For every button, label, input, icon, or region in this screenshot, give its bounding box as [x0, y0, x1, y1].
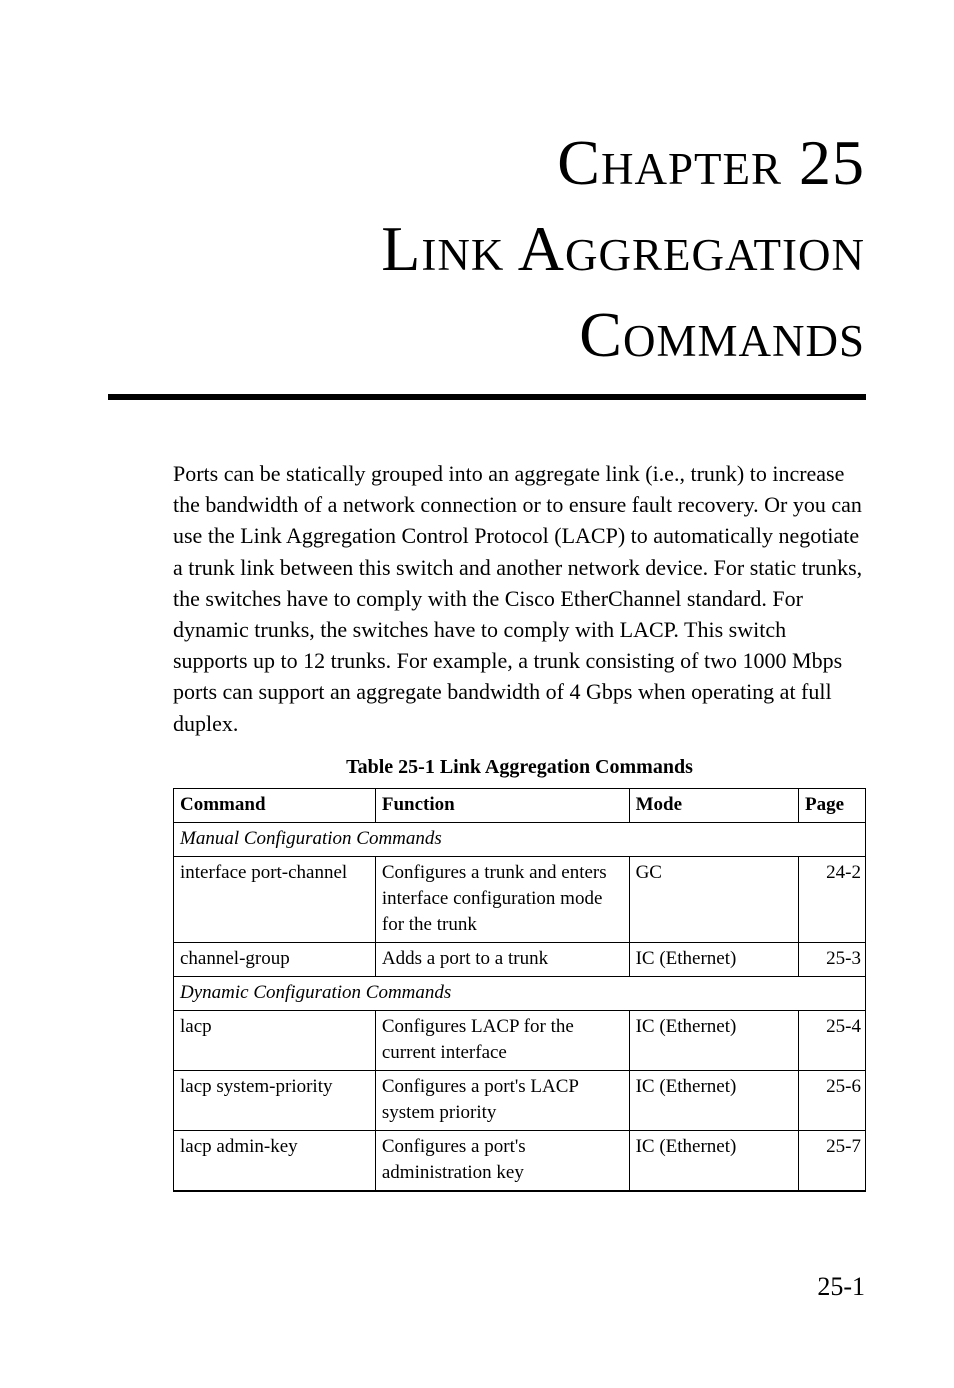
heading-rule	[108, 394, 866, 400]
cell-page: 25-4	[799, 1011, 866, 1071]
commands-table	[173, 788, 866, 1192]
cell-function: Adds a port to a trunk	[375, 943, 629, 977]
page-number: 25-1	[817, 1272, 865, 1301]
cell-command: channel-group	[174, 943, 376, 977]
cell-mode: IC (Ethernet)	[629, 943, 798, 977]
table-row	[174, 943, 866, 977]
table-caption: Table 25-1 Link Aggregation Commands	[346, 756, 693, 778]
cell-mode: IC (Ethernet)	[629, 1071, 798, 1131]
cell-function: Configures a port's LACP system priority	[375, 1071, 629, 1131]
cell-command: lacp	[174, 1011, 376, 1071]
cell-command: lacp admin-key	[174, 1131, 376, 1192]
cell-command: interface port-channel	[174, 857, 376, 943]
cell-command: lacp system-priority	[174, 1071, 376, 1131]
cell-function: Configures a trunk and enters interface configuration mode for the trunk	[375, 857, 629, 943]
section-row-manual	[174, 823, 866, 857]
header-mode: Mode	[629, 789, 798, 823]
cell-page: 25-3	[799, 943, 866, 977]
section-title: Dynamic Configuration Commands	[174, 977, 866, 1011]
chapter-heading	[381, 120, 865, 378]
table-header-row	[174, 789, 866, 823]
table-row	[174, 1071, 866, 1131]
intro-paragraph: Ports can be statically grouped into an aggregate link (i.e., trunk) to increase the bandwidth of a network connection or to ensure fault recovery. Or you can use the Link Aggregation Control Protocol (LACP) to automatically negotiate a trunk link between this switch and another network device. For static trunks, the switches have to comply with the Cisco EtherChannel standard. For dynamic trunks, the switches have to comply with LACP. This switch supports up to 12 trunks. For example, a trunk consisting of two 1000 Mbps ports can support an aggregate bandwidth of 4 Gbps when operating at full duplex.	[173, 461, 863, 736]
chapter-number: Chapter 25	[557, 127, 865, 198]
chapter-title-line-1: Link Aggregation	[381, 213, 865, 284]
header-command: Command	[174, 789, 376, 823]
cell-page: 25-7	[799, 1131, 866, 1192]
cell-page: 25-6	[799, 1071, 866, 1131]
section-title: Manual Configuration Commands	[174, 823, 866, 857]
cell-page: 24-2	[799, 857, 866, 943]
table-row	[174, 1131, 866, 1192]
cell-mode: IC (Ethernet)	[629, 1131, 798, 1192]
cell-mode: IC (Ethernet)	[629, 1011, 798, 1071]
chapter-title-line-2: Commands	[579, 299, 865, 370]
table-row	[174, 857, 866, 943]
cell-function: Configures LACP for the current interface	[375, 1011, 629, 1071]
section-row-dynamic	[174, 977, 866, 1011]
cell-mode: GC	[629, 857, 798, 943]
table-row	[174, 1011, 866, 1071]
header-function: Function	[375, 789, 629, 823]
header-page: Page	[799, 789, 866, 823]
cell-function: Configures a port's administration key	[375, 1131, 629, 1192]
